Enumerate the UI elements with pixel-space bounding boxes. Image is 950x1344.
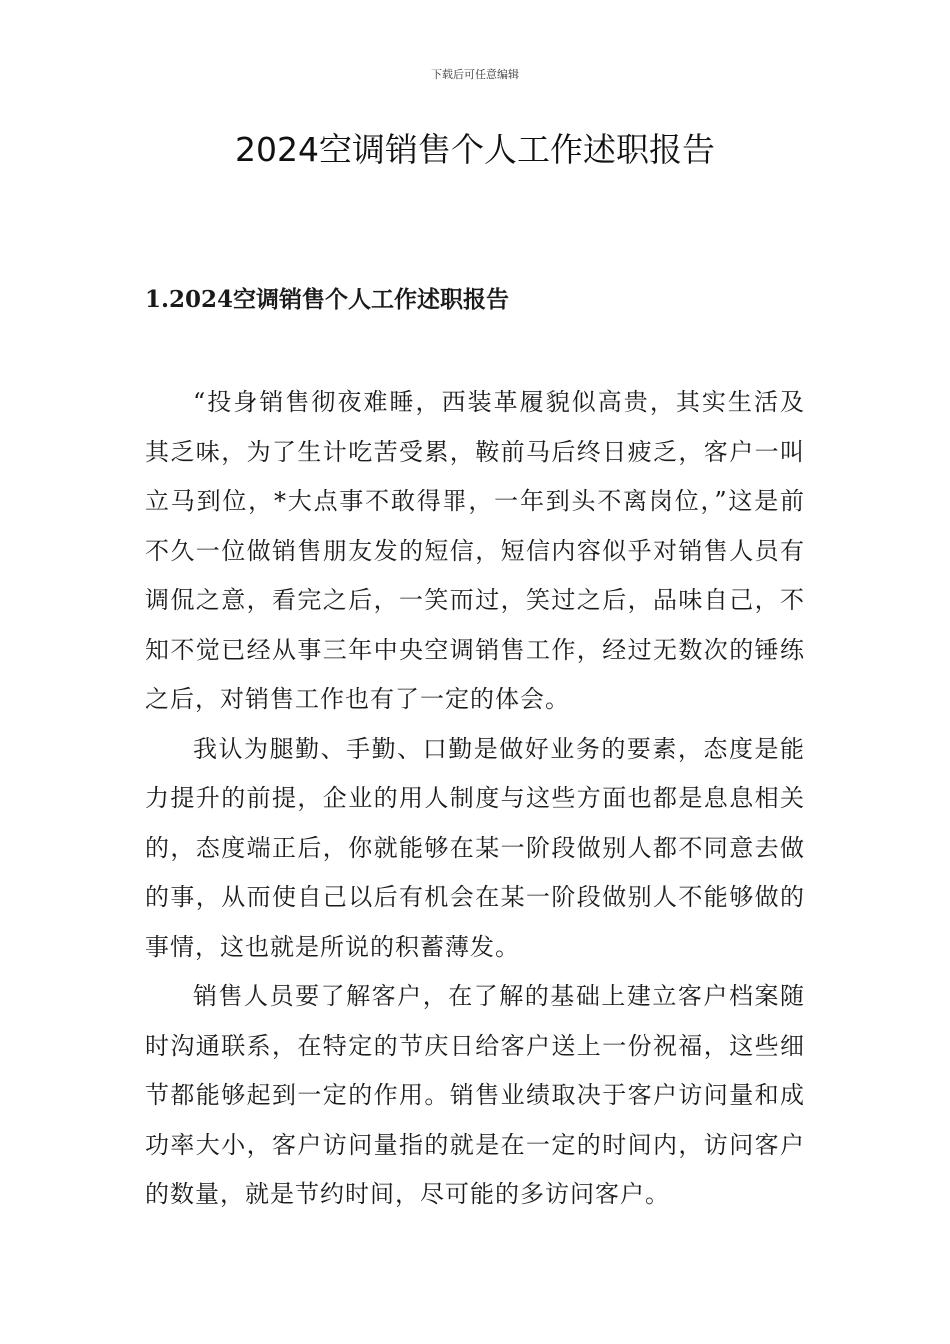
- paragraph: 销售人员要了解客户，在了解的基础上建立客户档案随时沟通联系，在特定的节庆日给客户送上一份祝福，这些细节都能够起到一定的作用。销售业绩取决于客户访问量和成功率大小，客户访问量指的就是在一定的时间内，访问客户的数量，就是节约时间，尽可能的多访问客户。: [145, 982, 805, 1208]
- document-title: 2024空调销售个人工作述职报告: [235, 130, 715, 169]
- paragraph: 我认为腿勤、手勤、口勤是做好业务的要素，态度是能力提升的前提，企业的用人制度与这些方面也都是息息相关的，态度端正后，你就能够在某一阶段做别人都不同意去做的事，从而使自己以后有机会在某一阶段做别人不能够做的事情，这也就是所说的积蓄薄发。: [145, 734, 805, 961]
- section-heading: 1.2024空调销售个人工作述职报告: [145, 286, 510, 313]
- header-note: 下载后可任意编辑: [431, 68, 519, 81]
- body-text: [145, 378, 805, 1220]
- paragraph: “投身销售彻夜难睡，西装革履貌似高贵，其实生活及其乏味，为了生计吃苦受累，鞍前马后终日疲乏，客户一叫立马到位，*大点事不敢得罪，一年到头不离岗位，”这是前不久一位做销售朋友发的短信，短信内容似乎对销售人员有调侃之意，看完之后，一笑而过，笑过之后，品味自己，不知不觉已经从事三年中央空调销售工作，经过无数次的锤练之后，对销售工作也有了一定的体会。: [145, 388, 805, 713]
